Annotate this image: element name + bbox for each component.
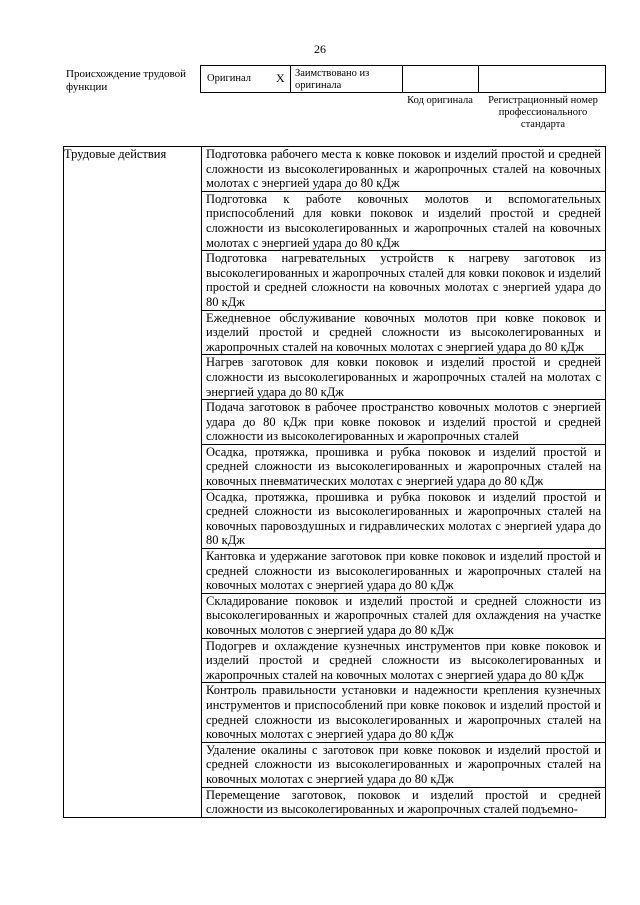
labor-action-item: Кантовка и удержание заготовок при ковке поковок и изделий простой и средней сложности из высоколегированных и жаропрочных сталей на ковочных молотах с энергией удара до 80 кДж	[202, 549, 605, 594]
code-label: Код оригинала	[407, 95, 473, 106]
labor-action-item: Осадка, протяжка, прошивка и рубка поковок и изделий простой и средней сложности из высоколегированных и жаропрочных сталей на ковочных пневматических молотах с энергией удара до 80 кДж	[202, 445, 605, 490]
items-list	[202, 147, 605, 817]
section-label: Трудовые действия	[64, 147, 202, 818]
labor-action-item: Осадка, протяжка, прошивка и рубка поковок и изделий простой и средней сложности из высоколегированных и жаропрочных сталей на ковочных паровоздушных и гидравлических молотах с энергией удара до 80 кДж	[202, 490, 605, 549]
labor-action-item: Удаление окалины с заготовок при ковке поковок и изделий простой и средней сложности из высоколегированных и жаропрочных сталей на ковочных молотах с энергией удара до 80 кДж	[202, 743, 605, 788]
labor-action-item: Ежедневное обслуживание ковочных молотов при ковке поковок и изделий простой и средней сложности из высоколегированных и жаропрочных сталей на ковочных молотах с энергией удара до 80 кДж	[202, 311, 605, 356]
borrowed-label: Заимствовано из оригинала	[295, 68, 370, 91]
labor-action-item: Контроль правильности установки и надежности крепления кузнечных инструментов и приспособлений при ковке поковок и изделий простой и средней сложности из высоколегированных и жаропрочных сталей на ковочных молотах с энергией удара до 80 кДж	[202, 683, 605, 742]
labor-actions-table	[63, 146, 606, 818]
origin-table	[200, 65, 606, 93]
labor-action-item: Перемещение заготовок, поковок и изделий простой и средней сложности из высоколегированных и жаропрочных сталей подъемно-	[206, 787, 601, 817]
labor-action-item: Складирование поковок и изделий простой и средней сложности из высоколегированных и жаропрочных сталей для охлаждения на участке ковочных молотов с энергией удара до 80 кДж	[202, 594, 605, 639]
labor-action-item: Подготовка рабочего места к ковке поковок и изделий простой и средней сложности из высоколегированных и жаропрочных сталей на ковочных молотах с энергией удара до 80 кДж	[202, 147, 605, 192]
original-mark: X	[276, 71, 285, 85]
origin-label: Происхождение трудовой функции	[66, 68, 187, 93]
page-number: 26	[314, 42, 326, 56]
labor-action-item: Подготовка нагревательных устройств к нагреву заготовок из высоколегированных и жаропрочных сталей для ковки поковок и изделий простой и средней сложности на ковочных молотах с энергией удара до 80 кДж	[202, 251, 605, 310]
labor-action-item: Подготовка к работе ковочных молотов и вспомогательных приспособлений для ковки поковок и изделий простой и средней сложности из высоколегированных и жаропрочных сталей на ковочных молотах с энергией удара до 80 кДж	[202, 192, 605, 251]
items-cell	[202, 147, 606, 818]
labor-action-item: Нагрев заготовок для ковки поковок и изделий простой и средней сложности из высоколегированных и жаропрочных сталей на молотах с энергией удара до 80 кДж	[202, 355, 605, 400]
reg-number-label: Регистрационный номер профессионального стандарта	[488, 95, 598, 130]
original-label: Оригинал	[207, 73, 251, 84]
labor-action-item: Подогрев и охлаждение кузнечных инструментов при ковке поковок и изделий простой и средней сложности из высоколегированных и жаропрочных сталей на ковочных молотах с энергией удара до 80 кДж	[202, 639, 605, 684]
labor-action-item: Подача заготовок в рабочее пространство ковочных молотов с энергией удара до 80 кДж при ковке поковок и изделий простой и средней сложности из высоколегированных и жаропрочных сталей	[202, 400, 605, 445]
